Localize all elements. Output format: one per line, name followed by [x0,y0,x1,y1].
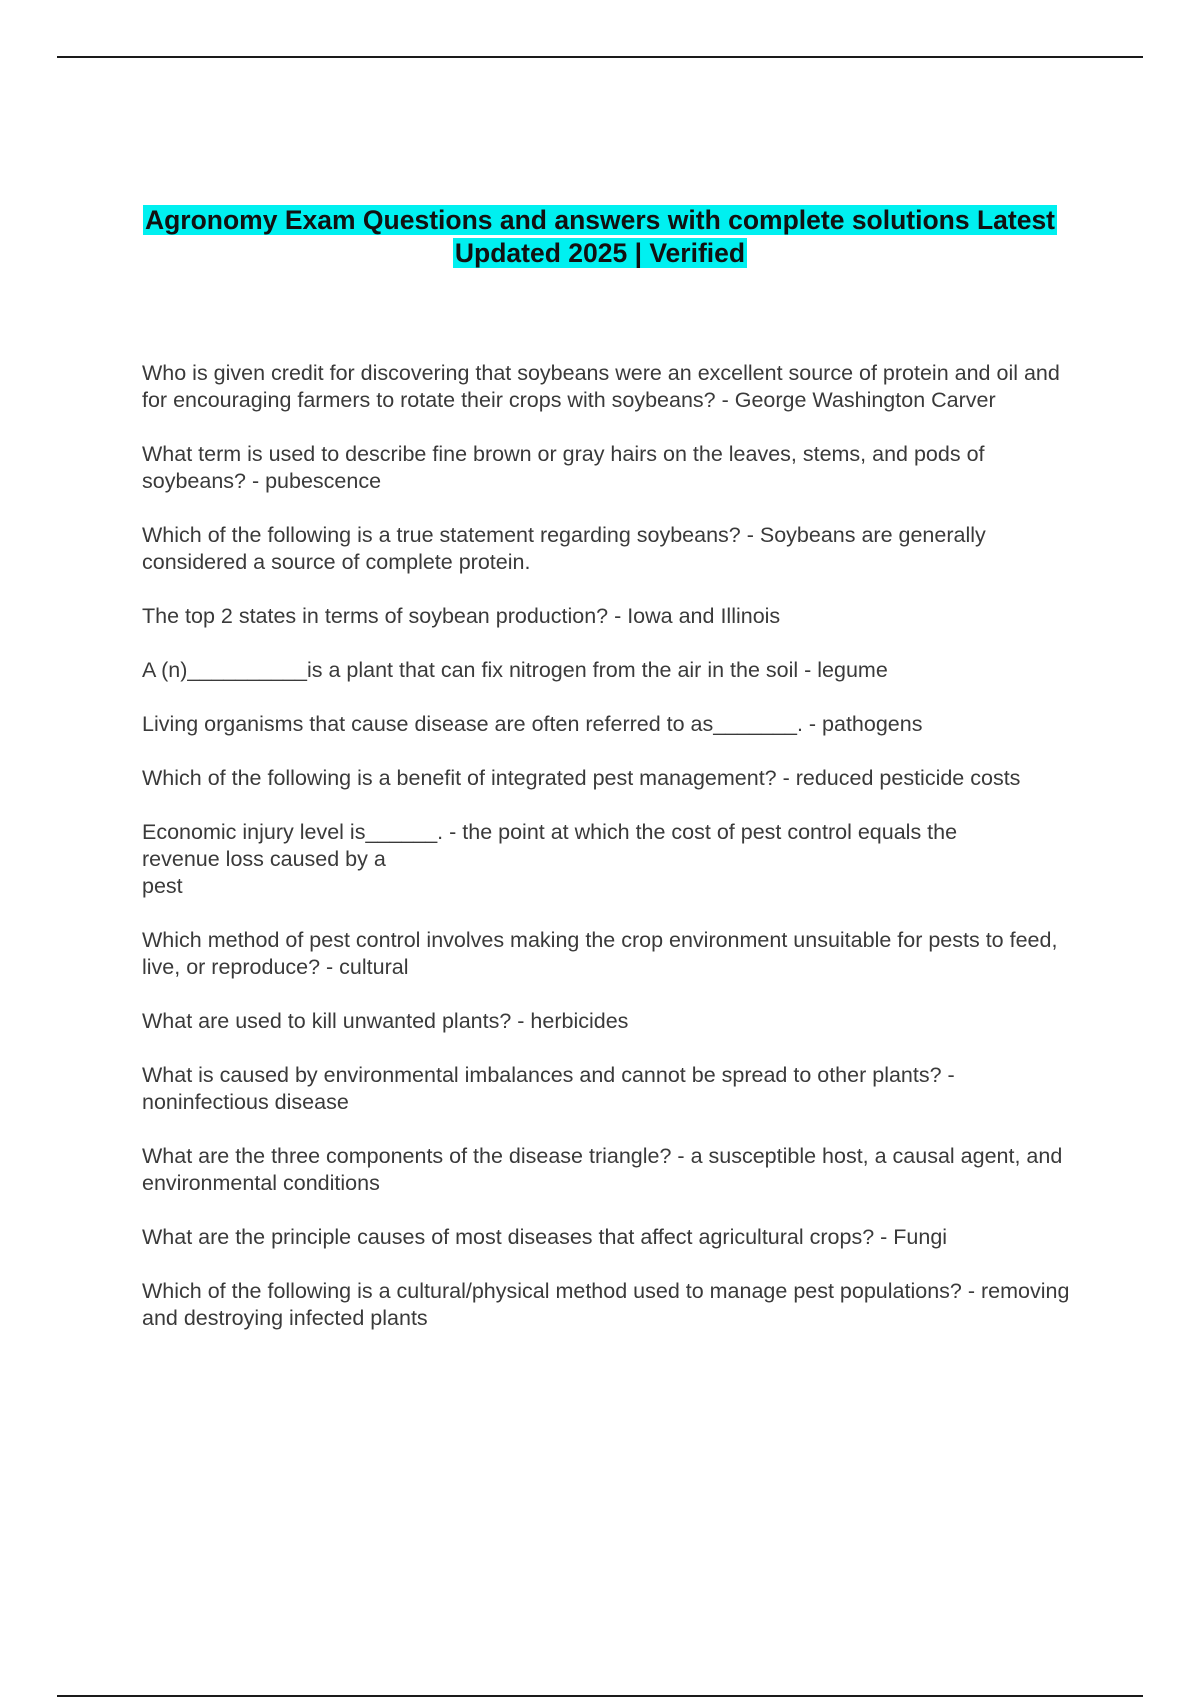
qa-item [142,1143,1082,1197]
qa-text: What are the principle causes of most diseases that affect agricultural crops? - Fungi [142,1225,948,1249]
qa-text: Living organisms that cause disease are often referred to as_______. - pathogens [142,712,923,736]
document-title [100,204,1100,270]
qa-text: pest [142,874,183,898]
qa-text: Which method of pest control involves making the crop environment unsuitable for pests to feed, [142,928,1058,952]
qa-text: revenue loss caused by a [142,847,386,871]
qa-text: What term is used to describe fine brown or gray hairs on the leaves, stems, and pods of [142,442,985,466]
qa-text: What are used to kill unwanted plants? - herbicides [142,1009,629,1033]
title-line-2: Updated 2025 | Verified [454,238,746,268]
top-rule [57,56,1143,58]
qa-item [142,360,1082,414]
qa-text: Which of the following is a cultural/physical method used to manage pest populations? - removing and destroying infected plants [142,1279,1070,1330]
qa-item [142,1008,1082,1035]
qa-text: Economic injury level is______. - the point at which the cost of pest control equals the [142,820,958,844]
qa-item [142,522,1082,576]
qa-text: live, or reproduce? - cultural [142,955,409,979]
qa-text: A (n)__________is a plant that can fix nitrogen from the air in the soil - legume [142,658,888,682]
qa-item [142,927,1082,981]
qa-item [142,603,1082,630]
qa-item [142,711,1082,738]
qa-text: Which of the following is a benefit of integrated pest management? - reduced pesticide costs [142,766,1021,790]
qa-item [142,441,1082,495]
qa-item [142,1278,1082,1332]
qa-text: Who is given credit for discovering that soybeans were an excellent source of protein and oil and for encouraging farmers to rotate their crops with soybeans? - George Washington Carver [142,361,1060,412]
qa-item [142,765,1082,792]
qa-item [142,819,1082,900]
qa-text: What is caused by environmental imbalances and cannot be spread to other plants? - noninfectious disease [142,1063,955,1114]
qa-item [142,1224,1082,1251]
qa-item [142,1062,1082,1116]
question-answer-list [142,360,1082,1359]
qa-text: Which of the following is a true statement regarding soybeans? - Soybeans are generally considered a source of complete protein. [142,523,986,574]
title-line-1: Agronomy Exam Questions and answers with complete solutions Latest [144,205,1056,235]
qa-item [142,657,1082,684]
qa-text: The top 2 states in terms of soybean production? - Iowa and Illinois [142,604,781,628]
qa-text: soybeans? - pubescence [142,469,382,493]
qa-text: What are the three components of the disease triangle? - a susceptible host, a causal agent, and environmental conditions [142,1144,1063,1195]
bottom-rule [57,1695,1143,1697]
